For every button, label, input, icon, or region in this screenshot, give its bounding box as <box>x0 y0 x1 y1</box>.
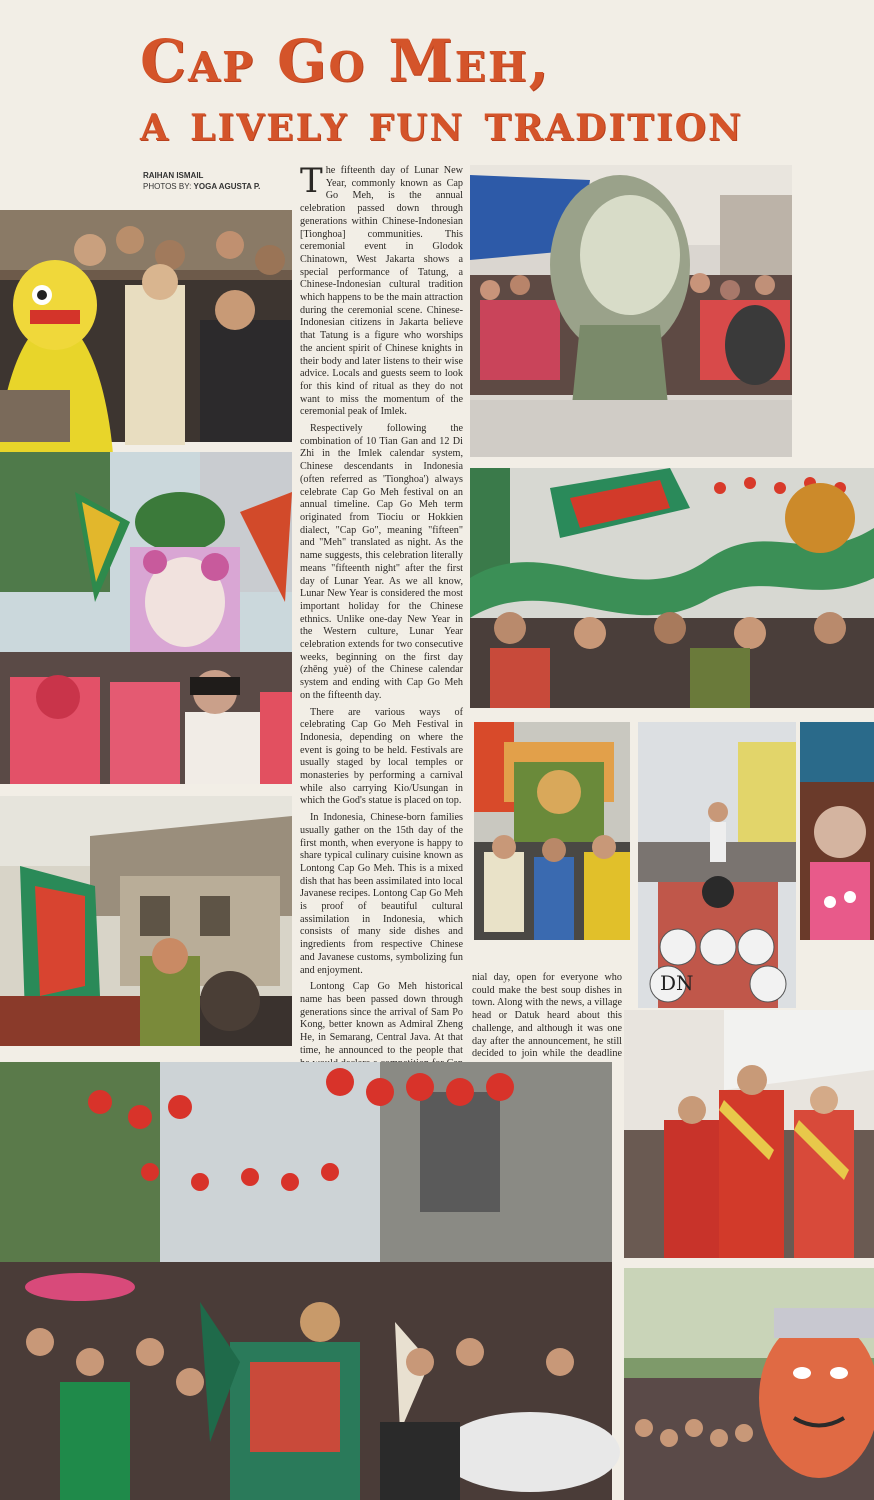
drum-letters: DN <box>660 971 694 995</box>
paragraph-1: he fifteenth day of Lunar New Year, commonly known as Cap Go Meh, is the annual celebration passed down through generations within Chinese-Indonesian [Tionghoa] communities. This ceremonial event in Glodok Chinatown, West Jakarta shows a special performance of Tatung, a Chinese-Indonesian cultural tradition which happens to be the main attraction during the ceremonial scene. Chinese-Indonesian citizens in Jakarta believe that Tatung is a figure who worships the ancient spirit of Chinese knights in their body and later listens to their wise advice. Locals and guests seem to look for this kind of ritual as they do not want to miss the momentum of the ceremonial peak of Imlek. <box>300 165 463 418</box>
photographer-name: YOGA AGUSTA P. <box>193 182 261 191</box>
byline <box>143 170 260 192</box>
paragraph-6: nial day, open for everyone who could make the best soup dishes in town. Along with the news, a village head or Datuk heard about this challenge, and although it was one day after the announcement, he still decided to join while the deadline <box>472 972 622 1060</box>
paragraph-5: Lontong Cap Go Meh historical name has been passed down through generations since the arrival of Sam Po Kong, better known as Admiral Zheng He, in Semarang, Central Java. At that time, he announced to the people that <box>300 981 463 1056</box>
article-body-continued <box>472 972 622 1060</box>
photo-tatung-street <box>0 796 292 1046</box>
photo-shrine-carriers <box>474 722 630 940</box>
paragraph-2: Respectively following the combination of 10 Tian Gan and 12 Di Zhi in the Imlek calendar system, Chinese descendants in Indonesia (often referred as 'Tionghoa') always celebrate Cap Go Meh festival on an annual timeline. Cap Go Meh term originated from Tiociu or Hokkien dialect, "Cap Go", meaning "fifteen" and "Meh" translated as night. As the name suggests, this celebration literally means "fifteenth night" after the first day of Lunar Year. As we all know, Lunar New Year is considered the most important holiday for the Chinese ethnics. Unlike one-day New Year in the Western culture, Lunar Year celebration extends for two consecutive weeks, beginning on the first day (zhēng yuè) of the Chinese calendar system and ending with Cap Go Meh on the fifteenth day. <box>300 423 463 701</box>
photo-giant-mask <box>624 1268 874 1500</box>
article-body <box>300 161 463 1056</box>
photo-temple-float <box>0 452 292 784</box>
photos-label: PHOTOS BY: <box>143 182 192 191</box>
photo-ambassadors <box>624 1010 874 1258</box>
photo-lion-dance-crowd <box>0 210 292 442</box>
author-name: RAIHAN ISMAIL <box>143 171 204 180</box>
dropcap: T <box>300 161 323 201</box>
paragraph-4: In Indonesia, Chinese-born families usually gather on the 15th day of the first month, when everyone is happy to share typical culinary cuisine known as Lontong Cap Go Meh. This is a mixed dish that has been assimilated into local Javanese recipes. Lontong Cap Go Meh is proof of beautiful cultural assimilation in Indonesia, which consists of many side dishes and ingredients from respective Chinese and Javanese customs, symbolizing fun and enjoyment. <box>300 812 463 976</box>
title-line-1: Cap Go Meh, <box>140 27 551 95</box>
photo-dragon-parade <box>470 468 874 708</box>
photo-altar-figure <box>800 722 874 940</box>
photo-lion-parade-street <box>470 165 792 457</box>
photo-drum-band <box>638 722 796 1008</box>
title-line-2: a lively fun tradition <box>140 92 743 153</box>
paragraph-3: There are various ways of celebrating Cap Go Meh Festival in Indonesia, depending on where the event is going to be held. Festivals are usually staged by local temples or monasteries by performing a carnival while also carrying Kio/Usungan in which the God's statue is placed on top. <box>300 706 463 807</box>
article-title <box>140 27 820 154</box>
photo-lantern-parade <box>0 1062 612 1500</box>
